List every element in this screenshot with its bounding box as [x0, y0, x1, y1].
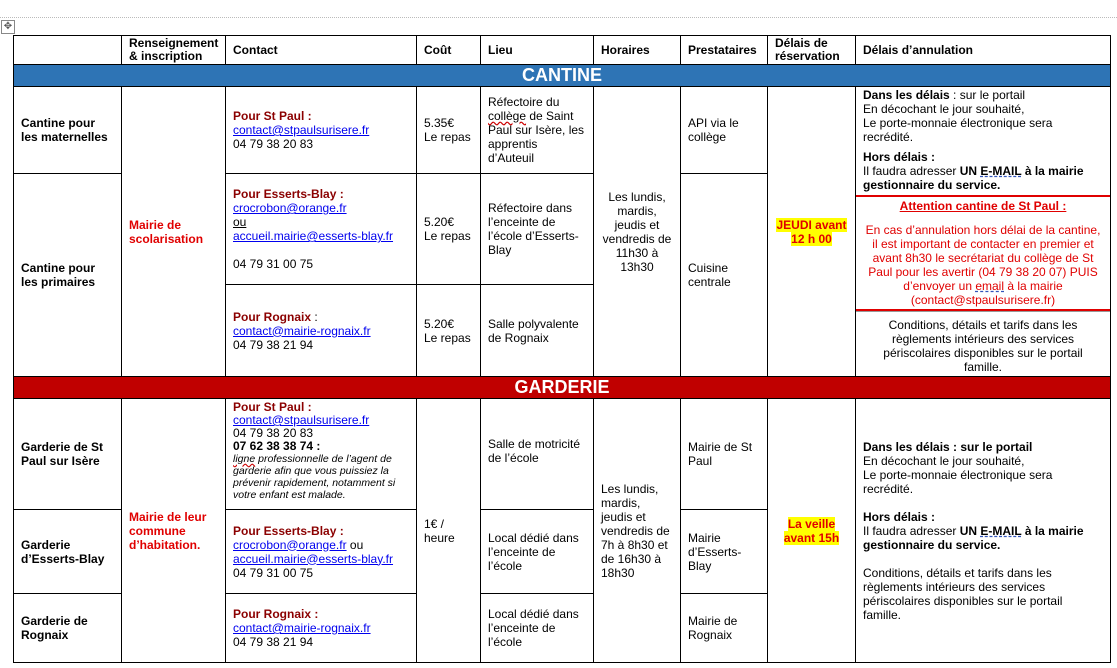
header-reservation: Délais de réservation — [768, 36, 856, 65]
contact-title: Pour St Paul : — [233, 400, 312, 414]
in-delay-label: Dans les délais : sur le portail — [863, 439, 1033, 454]
cantine-horaires: Les lundis, mardis, jeudis et vendredis de 11h30 à 13h30 — [594, 87, 681, 377]
out-delay-bold2: à la mairie gestionnaire du service. — [863, 523, 1084, 552]
out-delay-bold: UN — [959, 164, 981, 178]
attention-title: Attention cantine de St Paul : — [899, 199, 1067, 213]
attention-email-word: email — [975, 279, 1005, 293]
cantine-primaires-label: Cantine pour les primaires — [14, 174, 122, 377]
garderie-inscription: Mairie de leur commune d’habitation. — [122, 399, 226, 663]
in-delay-line2: En décochant le jour souhaité, — [863, 102, 1025, 116]
cantine-contact-esserts — [226, 174, 417, 285]
attention-text: En cas d’annulation hors délai de la cantine, il est important de contacter en premier et avant 8h30 le secrétariat du collège de St Paul pour les avertir (04 79 38 20 07) PUIS d’envoyer un — [865, 223, 1101, 293]
cost-amount: 1€ / — [424, 516, 445, 531]
cantine-annulation — [856, 87, 1111, 377]
garderie-conditions: Conditions, détails et tarifs dans les règlements intérieurs des services périscolaires disponibles sur le portail famille. — [863, 565, 1063, 622]
out-delay-email-word: E-MAIL — [980, 164, 1022, 178]
contact-title: Pour Rognaix — [233, 309, 312, 324]
header-horaires: Horaires — [594, 36, 681, 65]
cost-unit: Le repas — [424, 330, 471, 345]
garderie-place-esserts: Local dédié dans l’enceinte de l’école — [481, 510, 594, 594]
attention-block — [863, 199, 1103, 307]
cantine-inscription: Mairie de scolarisation — [122, 87, 226, 377]
reservation-deadline: JEUDI avant 12 h 00 — [776, 217, 847, 246]
out-delay-bold: UN — [959, 523, 981, 538]
contact-title: Pour St Paul : — [233, 109, 312, 123]
header-annulation: Délais d’annulation — [856, 36, 1111, 65]
garderie-rognaix-label: Garderie de Rognaix — [14, 594, 122, 663]
garderie-prestataire-stpaul: Mairie de St Paul — [681, 399, 768, 510]
cantine-contact-rognaix — [226, 285, 417, 377]
gray-separator — [856, 311, 1110, 312]
email-link[interactable]: contact@stpaulsurisere.fr — [233, 123, 370, 137]
cantine-place-esserts: Réfectoire dans l’enceinte de l’école d’Esserts-Blay — [481, 174, 594, 285]
cost-amount: 5.20€ — [424, 215, 455, 229]
in-delay-rest: : sur le portail — [949, 88, 1026, 102]
place-text-rest: de Saint Paul sur Isère, les apprentis d’Auteuil — [488, 109, 585, 165]
cantine-reservation — [768, 87, 856, 377]
email-link[interactable]: crocrobon@orange.fr — [233, 537, 347, 552]
contact-title: Pour Esserts-Blay : — [233, 187, 344, 201]
email-link[interactable]: contact@mairie-rognaix.fr — [233, 621, 371, 635]
reservation-deadline: La veille avant 15h — [783, 516, 840, 545]
header-row — [14, 36, 1111, 65]
phone: 04 79 31 00 75 — [233, 257, 314, 271]
contact-title-suffix: : — [311, 309, 318, 324]
out-delay-pre: Il faudra adresser — [863, 523, 960, 538]
phone: 04 79 38 21 94 — [233, 635, 314, 649]
page-margin-line — [0, 17, 1117, 18]
contact-title: Pour Rognaix : — [233, 607, 319, 621]
garderie-contact-stpaul — [226, 399, 417, 510]
or-text: ou — [233, 215, 247, 229]
garderie-annulation — [856, 399, 1111, 663]
garderie-stpaul-label: Garderie de St Paul sur Isère — [14, 399, 122, 510]
garderie-esserts-label: Garderie d’Esserts-Blay — [14, 510, 122, 594]
place-text: Réfectoire du — [488, 95, 560, 109]
garderie-horaires: Les lundis, mardis, jeudis et vendredis de 7h à 8h30 et de 16h30 à 18h30 — [594, 399, 681, 663]
red-separator — [856, 195, 1110, 197]
out-delay-email-word: E-MAIL — [980, 523, 1022, 538]
table-row — [14, 399, 1111, 510]
cost-unit: heure — [424, 530, 455, 545]
email-link[interactable]: contact@stpaulsurisere.fr — [233, 413, 370, 427]
out-delay-label: Hors délais : — [863, 509, 936, 524]
cost-unit: Le repas — [424, 130, 471, 144]
out-delay-label: Hors délais : — [863, 150, 936, 164]
table-row — [14, 87, 1111, 174]
agent-note — [233, 453, 409, 501]
attention-text-rest: à la mairie (contact@stpaulsurisere.fr) — [910, 279, 1063, 307]
phone: 04 79 38 21 94 — [233, 337, 314, 352]
or-text: ou — [346, 537, 364, 552]
email-link-2[interactable]: accueil.mairie@esserts-blay.fr — [233, 551, 394, 566]
header-prestataires: Prestataires — [681, 36, 768, 65]
contact-title: Pour Esserts-Blay : — [233, 523, 344, 538]
garderie-prestataire-rognaix: Mairie de Rognaix — [681, 594, 768, 663]
garderie-place-rognaix: Local dédié dans l’enceinte de l’école — [481, 594, 594, 663]
garderie-cost — [417, 399, 481, 663]
phone: 04 79 38 20 83 — [233, 137, 314, 151]
cost-unit: Le repas — [424, 229, 471, 243]
email-link-2[interactable]: accueil.mairie@esserts-blay.fr — [233, 229, 394, 243]
phone: 04 79 38 20 83 — [233, 426, 314, 440]
in-delay-line2: En décochant le jour souhaité, — [863, 453, 1025, 468]
cantine-cost-stpaul — [417, 87, 481, 174]
garderie-section-row — [14, 377, 1111, 399]
cost-amount: 5.35€ — [424, 116, 455, 130]
header-cout: Coût — [417, 36, 481, 65]
garderie-contact-esserts — [226, 510, 417, 594]
services-table — [13, 35, 1111, 663]
cost-amount: 5.20€ — [424, 316, 455, 331]
cantine-cost-esserts — [417, 174, 481, 285]
garderie-contact-rognaix — [226, 594, 417, 663]
cantine-section-row — [14, 65, 1111, 87]
cantine-prestataire-cuisine: Cuisine centrale — [681, 174, 768, 377]
header-inscription: Renseignement & inscription — [122, 36, 226, 65]
place-text-spell: collège — [488, 109, 527, 123]
garderie-place-stpaul: Salle de motricité de l’école — [481, 399, 594, 510]
out-delay-pre: Il faudra adresser — [863, 164, 960, 178]
in-delay-line3: Le porte-monnaie électronique sera recrédité. — [863, 467, 1053, 496]
header-lieu: Lieu — [481, 36, 594, 65]
agent-note-text: professionnelle de l’agent de garderie afin que vous puissiez la prévenir rapidement, notamment si votre enfant est malade. — [233, 453, 396, 501]
garderie-reservation — [768, 399, 856, 663]
table-move-handle-icon[interactable]: ✥ — [1, 20, 15, 34]
cantine-place-stpaul — [481, 87, 594, 174]
garderie-prestataire-esserts: Mairie d’Esserts-Blay — [681, 510, 768, 594]
cantine-prestataire-college: API via le collège — [681, 87, 768, 174]
cantine-cost-rognaix — [417, 285, 481, 377]
in-delay-label: Dans les délais — [863, 88, 950, 102]
email-link[interactable]: crocrobon@orange.fr — [233, 201, 347, 215]
cantine-conditions: Conditions, détails et tarifs dans les règlements intérieurs des services périscolaires disponibles sur le portail famille. — [883, 318, 1083, 374]
out-delay-bold2: à la mairie gestionnaire du service. — [863, 164, 1084, 192]
cantine-place-rognaix: Salle polyvalente de Rognaix — [481, 285, 594, 377]
email-link[interactable]: contact@mairie-rognaix.fr — [233, 323, 371, 338]
cantine-maternelles-label: Cantine pour les maternelles — [14, 87, 122, 174]
phone: 04 79 31 00 75 — [233, 565, 314, 580]
in-delay-line3: Le porte-monnaie électronique sera recrédité. — [863, 116, 1053, 144]
header-contact: Contact — [226, 36, 417, 65]
cantine-contact-stpaul — [226, 87, 417, 174]
garderie-section-title: GARDERIE — [14, 377, 1111, 399]
header-empty — [14, 36, 122, 65]
agent-note-spell: ligne — [233, 453, 256, 465]
cantine-section-title: CANTINE — [14, 65, 1111, 87]
phone-2: 07 62 38 38 74 : — [233, 439, 321, 453]
